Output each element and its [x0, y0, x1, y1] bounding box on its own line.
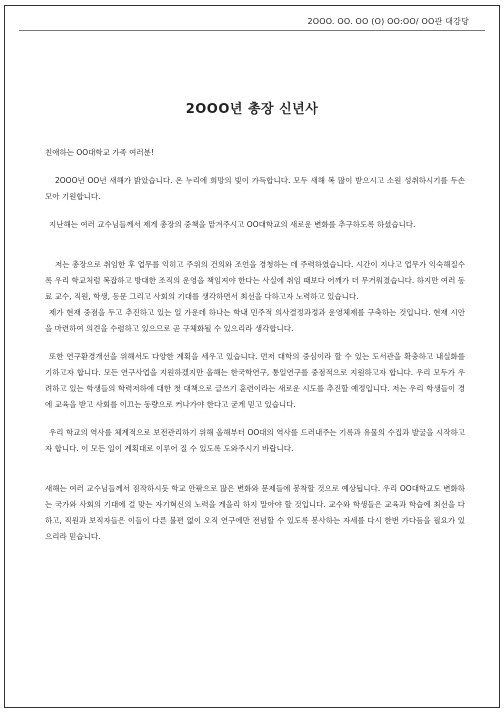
spacer — [45, 413, 465, 425]
paragraph-7: 새해는 여러 교수님들께서 짐작하시듯 학교 안팎으로 많은 변화와 문제들에 봉착할 것으로 예상됩니다. 우리 OO대학교도 변화하는 국가와 사회의 기대에 걸 맞는 자기혁신의 노력을 게을리 하지 말아야 할 것입니다. 교수와 학생들은 교육과 학습에 최선을 다하고, 직원과 보직자들은 이들이 다른 불편 없이 오직 연구에만 전념할 수 있도록 봉사하는 자세를 다시 한번 가다듬을 필요가 있으리라 믿습니다. — [45, 484, 465, 541]
document-body — [45, 145, 465, 545]
paragraph-2: 지난해는 여러 교수님들께서 제게 총장의 중책을 맡겨주시고 OO대학교의 새로운 변화를 추구하도록 하셨습니다. — [49, 220, 416, 229]
spacer — [45, 233, 465, 257]
document-page — [4, 5, 500, 708]
paragraph-1: 2OOO년 OO년 새해가 밝았습니다. 온 누리에 희망의 빛이 가득합니다. 모두 새해 복 많이 받으시고 소원 성취하시기를 두손 모아 기원합니다. — [45, 176, 465, 201]
header-meta: 2OOO. OO. OO (O) OO:OO/ OO관 대강당 — [307, 17, 469, 26]
paragraph-3: 저는 총장으로 취임한 후 업무를 익히고 주위의 건의와 조언을 경청하는 데 주력하였습니다. 시간이 지나고 업무가 익숙해질수록 우리 학교처럼 복잡하고 방대한 조직의 운영을 책임져야 한다는 사실에 취임 때보다 어깨가 더 무거워졌습니다. 하지만 여러 동료 교수, 직원, 학생, 동문 그리고 사회의 기대를 생각하면서 최선을 다하고자 노력하고 있습니다. — [45, 260, 465, 301]
paragraph-6: 우리 학교의 역사를 체계적으로 보전관리하기 위해 올해부터 OO대의 역사를 드러내주는 기록과 유물의 수집과 발굴을 시작하고자 합니다. 이 모든 일이 계획대로 이루어 질 수 있도록 도와주시기 바랍니다. — [45, 428, 465, 453]
paragraph-4: 제가 현재 중점을 두고 추진하고 있는 일 가운데 하나는 학내 민주적 의사결정과정과 운영체제를 구축하는 것입니다. 현재 시안을 마련하여 의견을 수렴하고 있으므로 곧 구체화될 수 있으리라 생각합니다. — [45, 308, 465, 333]
header-rule — [19, 30, 485, 31]
spacer — [45, 457, 465, 481]
spacer — [45, 205, 465, 217]
spacer — [45, 337, 465, 349]
paragraph-5: 또한 연구환경개선을 위해서도 다양한 계획을 세우고 있습니다. 먼저 대학의 중심이라 할 수 있는 도서관을 확충하고 내실화를 기하고자 합니다. 모든 연구사업을 지원하겠지만 올해는 한국학연구, 통일연구를 중점적으로 지원하고자 합니다. 우리 모두가 우려하고 있는 학생들의 학력저하에 대한 첫 대책으로 글쓰기 훈련이라는 새로운 시도를 추진할 예정입니다. 저는 우리 학생들이 경에 교육을 받고 사회를 이끄는 동량으로 커나가야 한다고 굳게 믿고 있습니다. — [45, 352, 465, 409]
document-title: 2OOO년 총장 신년사 — [185, 102, 319, 117]
greeting: 친애하는 OO대학교 가족 여러분! — [45, 148, 154, 157]
